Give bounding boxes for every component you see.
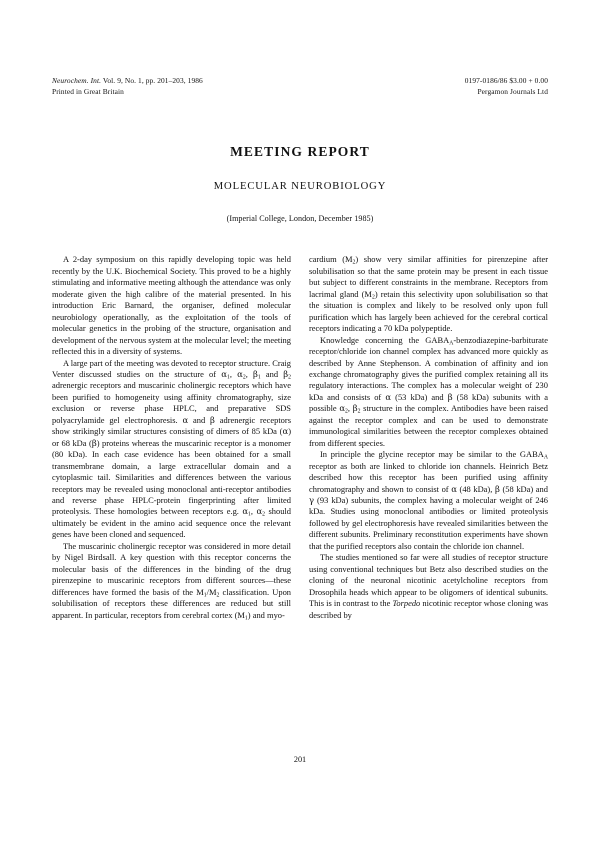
alpha-symbol: α	[256, 506, 263, 517]
page-folio: 201	[293, 755, 307, 764]
beta-symbol: β	[252, 369, 258, 379]
venue-line: (Imperial College, London, December 1985)	[226, 214, 374, 224]
alpha-symbol: α	[242, 506, 249, 517]
alpha-symbol: α	[282, 426, 289, 437]
publisher-line: Pergamon Journals Ltd	[477, 86, 548, 96]
paragraph-intro	[52, 254, 291, 357]
paragraph-cardium: cardium $(M_2)$ show very similar affinities for pirenzepine after solubilisation so that the same protein may be present in each tissue but subject to different constraints in the membrane. Receptors from lacrimal gland $(M_2)$ retain this selectivity upon solubilisation so that the situation is complex and likely to be resolved only upon full purification which has largely been achieved for the cerebral cortical receptors indicating a 70 kDa polypeptide.	[309, 254, 548, 334]
page-subtitle: MOLECULAR NEUROBIOLOGY	[213, 181, 387, 193]
journal-name: Neurochem. Int.	[52, 76, 102, 85]
masthead-left	[52, 76, 203, 97]
torpedo-italic: Torpedo	[392, 598, 421, 609]
right-column	[309, 254, 548, 621]
beta-symbol: β	[283, 369, 289, 379]
title-block	[52, 144, 548, 223]
beta-symbol: β	[352, 403, 358, 414]
masthead-right	[465, 76, 548, 97]
paragraph-muscarinic: The muscarinic cholinergic receptor was considered in more detail by Nigel Birdsall. A key question with this receptor concerns the molecular basis of the differences in the binding of the drug pirenzepine to muscarinic receptors from different sources—these differences have formed the basis of the $M_1/M_2$ classification. Upon solubilisation of receptors these differences are reduced but still apparent. In particular, receptors from cerebral cortex $(M_1)$ and myo-	[52, 540, 292, 621]
issn-price-line: 0197-0186/86 $3.00 + 0.00	[464, 76, 548, 85]
alpha-symbol: α	[237, 369, 243, 379]
alpha-symbol: α	[221, 369, 227, 379]
alpha-symbol: α	[451, 483, 457, 494]
paragraph-cloning: The studies mentioned so far were all studies of receptor structure using conventional techniques but Betz also described studies on the cloning of the neuronal nicotinic acetylcholine receptors from Drosophila heads which appear to be oligomers of identical subunits. This is in contrast to the Torpedo nicotinic receptor whose cloning was described by	[309, 552, 548, 620]
beta-symbol: β	[494, 483, 500, 494]
left-column	[52, 254, 291, 621]
printed-in-line: Printed in Great Britain	[52, 86, 124, 96]
gaba-a-subscript: A	[543, 454, 548, 461]
beta-symbol: β	[91, 437, 97, 448]
beta-symbol: β	[210, 414, 215, 425]
masthead	[52, 76, 548, 97]
alpha-symbol: α	[339, 403, 346, 414]
journal-citation-line	[52, 76, 203, 87]
paragraph-intro-text: A 2-day symposium on this rapidly developing topic was held recently by the U.K. Biochemical Society. This proved to be a highly stimulating and informative meeting although the attendance was only moderate given the high calibre of the material presented. In his introduction Eric Barnard, the organiser, defined molecular neurobiology operationally, as the exploitation of the tools of molecular genetics in the probing of the structure, organisation and development of the nervous system at the molecular level; the meeting reflected this in a diversity of systems.	[52, 254, 291, 357]
page-title: MEETING REPORT	[230, 144, 370, 160]
gaba-a-subscript: A	[449, 339, 454, 346]
alpha-symbol: α	[182, 414, 189, 425]
paragraph-receptor-structure: A large part of the meeting was devoted to receptor structure. Craig Venter discussed studies on the structure of $\alpha_1$, $\alpha_2$, $\beta_1$ and $\beta_2$ adrenergic receptors and muscarinic cholinergic receptors which have been purified to homogeneity using affinity chromatography, size exclusion or reverse phase HPLC, and preparative SDS polyacrylamide gel electrophoresis. α and β adrenergic receptors show strikingly similar structures consisting of dimers of 85 kDa (α) or 68 kDa (β) proteins whereas the muscarinic receptor is a monomer (80 kDa). In each case evidence has been obtained for a small transmembrane domain, a large extracellular domain and a cytoplasmic tail. Similarities and differences between the various receptors may be revealed using monoclonal anti-receptor antibodies and reverse phase HPLC-protein fingerprinting after limited proteolysis. These homologies between receptors e.g. $\alpha_1$, $\alpha_2$ should ultimately be evident in the amino acid sequence once the relevant genes have been cloned and sequenced.	[52, 357, 292, 540]
beta-symbol: β	[447, 391, 453, 402]
paragraph-gaba: Knowledge concerning the $GABA_A-benzodiazepine$-barbiturate receptor/chloride ion channel complex has advanced more quickly as described by Anne Stephenson. A combination of affinity and ion exchange chromatography gives the purified complex retaining all its regulatory interactions. The complex has a molecular weight of 230 kDa and consists of α (53 kDa) and β (58 kDa) subunits with a possible $\alpha_2$, $\beta_2$ structure in the complex. Antibodies have been raised against the receptor complex and can be used to demonstrate immunological similarities between the receptor complexes obtained from different species.	[309, 334, 549, 448]
journal-citation: Vol. 9, No. 1, pp. 201–203, 1986	[101, 76, 203, 85]
gamma-symbol: γ	[309, 494, 315, 505]
alpha-symbol: α	[385, 391, 392, 402]
paragraph-glycine: In principle the glycine receptor may be similar to the $GABA_A$ receptor as both are linked to chloride ion channels. Heinrich Betz described how this receptor has been purified using affinity chromatography and shown to consist of α (48 kDa), β (58 kDa) and γ (93 kDa) subunits, the complex having a molecular weight of 246 kDa. Studies using monoclonal antibodies or limited proteolysis followed by gel electrophoresis have revealed similarities between the different subunits. Preliminary reconstitution experiments have shown that the purified receptors also contain the chloride ion channel.	[309, 449, 548, 551]
body-columns	[52, 254, 548, 621]
